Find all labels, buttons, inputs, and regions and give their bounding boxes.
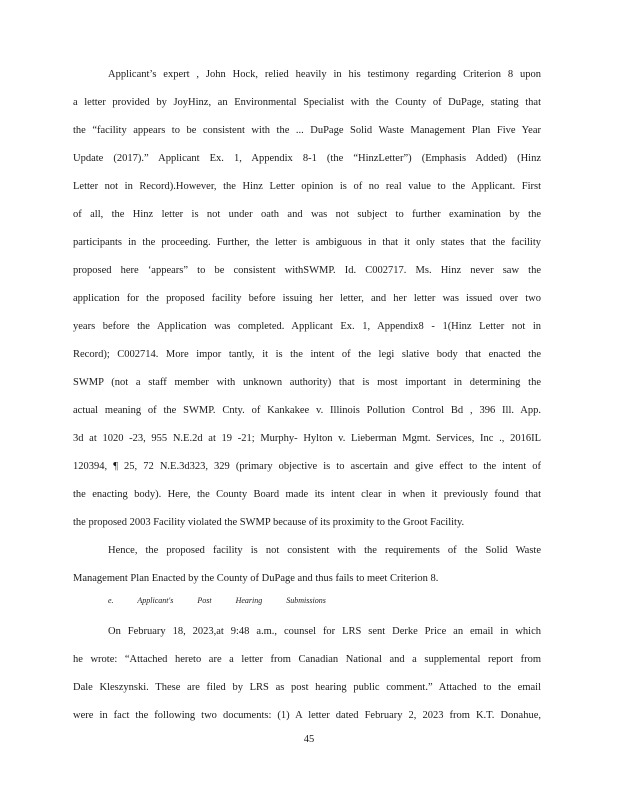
body-line: years before the Application was completed. Applicant Ex. 1, Appendix8 - 1(Hinz Letter not in: [73, 321, 541, 332]
body-line: of all, the Hinz letter is not under oath and was not subject to further examination by the: [73, 209, 541, 220]
body-line: 3d at 1020 -23, 955 N.E.2d at 19 -21; Murphy- Hylton v. Lieberman Mgmt. Services, Inc ., 2016IL: [73, 433, 541, 444]
body-line: Record); C002714. More impor tantly, it is the intent of the legi slative body that enacted the: [73, 349, 541, 360]
heading-part: Hearing: [235, 596, 263, 605]
body-line: the enacting body). Here, the County Board made its intent clear in when it previously found that: [73, 489, 541, 500]
body-line: the “facility appears to be consistent with the ... DuPage Solid Waste Management Plan Five Year: [73, 125, 541, 136]
body-line: Letter not in Record).However, the Hinz Letter opinion is of no real value to the Applicant. First: [73, 181, 541, 192]
body-line: SWMP (not a staff member with unknown authority) that is most important in determining the: [73, 377, 541, 388]
body-line: application for the proposed facility before issuing her letter, and her letter was issued over two: [73, 293, 541, 304]
body-line: were in fact the following two documents: (1) A letter dated February 2, 2023 from K.T. Donahue,: [73, 710, 541, 721]
body-line: Management Plan Enacted by the County of DuPage and thus fails to meet Criterion 8.: [73, 573, 439, 584]
body-line: Applicant’s expert , John Hock, relied heavily in his testimony regarding Criterion 8 upon: [108, 69, 541, 80]
body-line: On February 18, 2023,at 9:48 a.m., counsel for LRS sent Derke Price an email in which: [108, 626, 541, 637]
heading-part: Post: [197, 596, 212, 605]
body-line: participants in the proceeding. Further, the letter is ambiguous in that it only states that the facility: [73, 237, 541, 248]
body-line: a letter provided by JoyHinz, an Environmental Specialist with the County of DuPage, stating that: [73, 97, 541, 108]
body-line: proposed here ‘appears” to be consistent withSWMP. Id. C002717. Ms. Hinz never saw the: [73, 265, 541, 276]
page-number: 45: [303, 734, 315, 745]
heading-part: Applicant's: [137, 596, 174, 605]
section-heading: [108, 596, 348, 605]
body-line: the proposed 2003 Facility violated the SWMP because of its proximity to the Groot Facility.: [73, 517, 465, 528]
heading-part: e.: [108, 596, 114, 605]
body-line: 120394, ¶ 25, 72 N.E.3d323, 329 (primary objective is to ascertain and give effect to the intent of: [73, 461, 541, 472]
body-line: actual meaning of the SWMP. Cnty. of Kankakee v. Illinois Pollution Control Bd , 396 Ill. App.: [73, 405, 541, 416]
body-line: he wrote: “Attached hereto are a letter from Canadian National and a supplemental report from: [73, 654, 541, 665]
heading-part: Submissions: [286, 596, 326, 605]
body-line: Hence, the proposed facility is not consistent with the requirements of the Solid Waste: [108, 545, 541, 556]
body-line: Update (2017).” Applicant Ex. 1, Appendix 8-1 (the “HinzLetter”) (Emphasis Added) (Hinz: [73, 153, 541, 164]
body-line: Dale Kleszynski. These are filed by LRS as post hearing public comment.” Attached to the email: [73, 682, 541, 693]
